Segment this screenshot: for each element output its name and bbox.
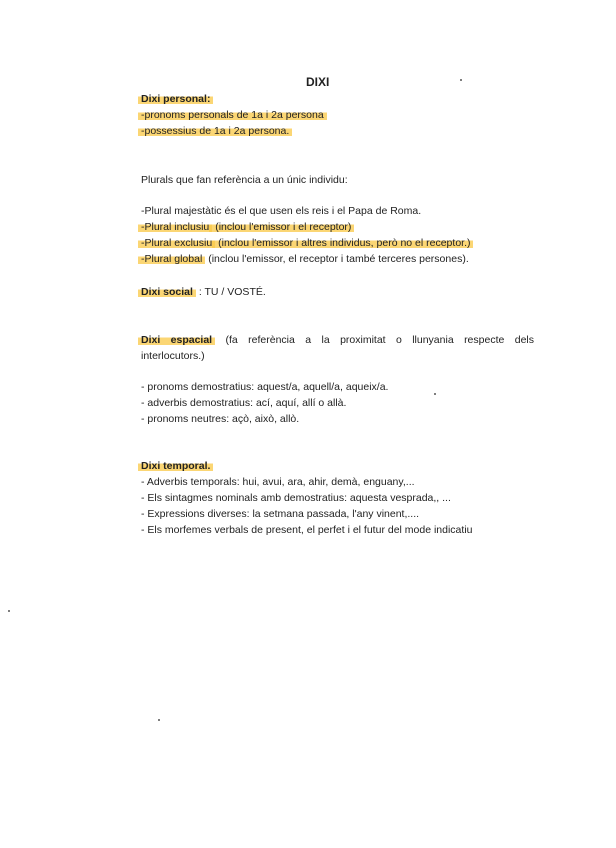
section-heading-personal (141, 92, 213, 106)
espacial-desc-2: interlocutors.) (141, 350, 205, 362)
section-heading-social: Dixi social (138, 286, 196, 298)
scan-speck (460, 79, 462, 81)
highlighted-heading-temporal: Dixi temporal. (138, 460, 213, 472)
plural-inclusiu-desc: (inclou l'emissor i el receptor) (209, 221, 354, 233)
temporal-item-4: - Els morfemes verbals de present, el perfet i el futur del mode indicatiu (141, 524, 473, 536)
document-title: DIXI (306, 75, 330, 89)
highlighted-heading-personal: Dixi personal: (138, 93, 213, 105)
section-heading-espacial: Dixi espacial (138, 334, 215, 346)
plurals-intro: Plurals que fan referència a un únic individu: (141, 174, 348, 186)
section-heading-temporal (141, 459, 213, 473)
plural-majestatic: -Plural majestàtic és el que usen els reis i el Papa de Roma. (141, 205, 422, 217)
plural-inclusiu-label: -Plural inclusiu (138, 221, 212, 233)
highlighted-personal-item-1: -pronoms personals de 1a i 2a persona (138, 109, 327, 121)
section-espacial (141, 333, 534, 347)
scan-speck (434, 393, 436, 395)
scan-speck (158, 719, 160, 721)
section-social (141, 285, 266, 299)
highlighted-personal-item-2: -possessius de 1a i 2a persona. (138, 125, 292, 137)
plural-exclusiu-label: -Plural exclusiu (138, 237, 215, 249)
espacial-item-3: - pronoms neutres: açò, això, allò. (141, 413, 300, 425)
temporal-item-3: - Expressions diverses: la setmana passada, l'any vinent,.... (141, 508, 420, 520)
plural-global-label: -Plural global (138, 253, 205, 265)
plural-exclusiu (141, 236, 473, 250)
plural-inclusiu (141, 220, 354, 234)
espacial-item-2: - adverbis demostratius: ací, aquí, allí o allà. (141, 397, 347, 409)
social-desc: : TU / VOSTÉ. (195, 286, 266, 298)
personal-item-1 (141, 108, 327, 122)
scan-speck (8, 610, 10, 612)
plural-global-desc: (inclou l'emissor, el receptor i també terceres persones). (205, 253, 469, 265)
plural-exclusiu-desc: (inclou l'emissor i altres individus, però no el receptor.) (212, 237, 473, 249)
espacial-item-1: - pronoms demostratius: aquest/a, aquell/a, aqueix/a. (141, 381, 389, 393)
temporal-item-1: - Adverbis temporals: hui, avui, ara, ahir, demà, enguany,... (141, 476, 415, 488)
plural-global (141, 252, 469, 266)
temporal-item-2: - Els sintagmes nominals amb demostratius: aquesta vesprada,, ... (141, 492, 451, 504)
personal-item-2 (141, 124, 292, 138)
espacial-desc-1: (fa referència a la proximitat o llunyania respecte dels (215, 334, 534, 346)
